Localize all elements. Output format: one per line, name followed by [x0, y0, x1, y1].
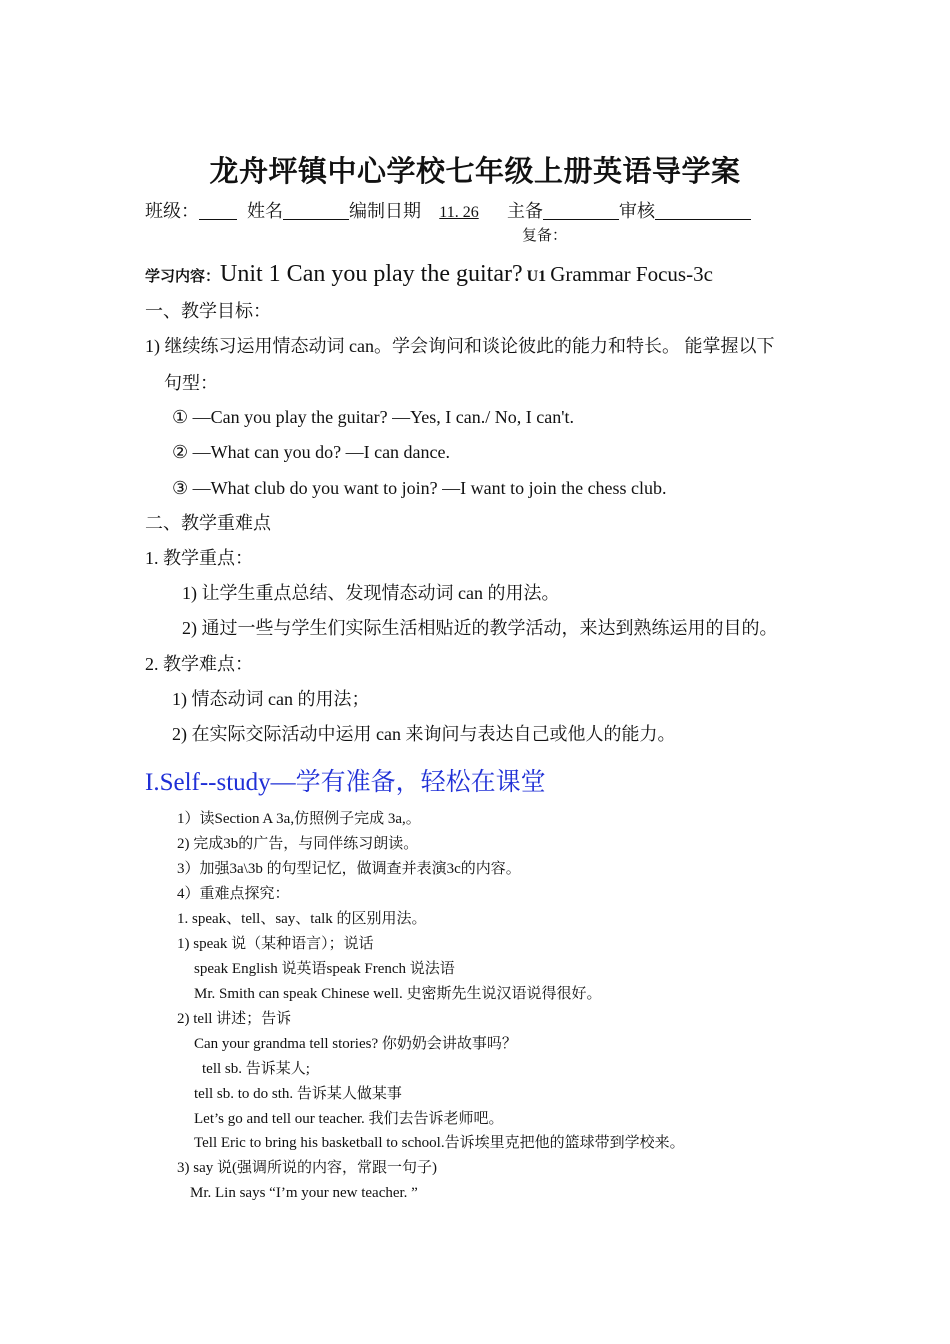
- name-label: 姓名: [247, 201, 283, 221]
- study-line: Can your grandma tell stories? 你奶奶会讲故事吗？: [194, 1036, 517, 1052]
- study-line: Mr. Smith can speak Chinese well. 史密斯先生说汉语说得很好。: [194, 986, 602, 1002]
- name-blank: [283, 203, 349, 220]
- study-line: speak English 说英语speak French 说法语: [194, 961, 455, 977]
- study-line: Mr. Lin says “I’m your new teacher. ”: [190, 1185, 418, 1201]
- preparer-blank: [543, 203, 619, 220]
- class-blank: [199, 203, 237, 220]
- secondary-label: 复备：: [522, 228, 568, 244]
- pattern-1: ① —Can you play the guitar? —Yes, I can./ No, I can't.: [172, 407, 574, 427]
- difficulty-item-1: 1) 情态动词 can 的用法；: [172, 689, 370, 709]
- date-label: 编制日期: [349, 201, 421, 221]
- study-line: tell sb. 告诉某人;: [202, 1061, 310, 1077]
- document-title: 龙舟坪镇中心学校七年级上册英语导学案: [209, 156, 741, 188]
- reviewer-label: 审核: [619, 201, 655, 221]
- goals-heading: 一、教学目标：: [145, 301, 271, 321]
- goal-item-1-line2: 句型：: [164, 373, 218, 393]
- study-line: 2) tell 讲述；告诉: [177, 1011, 292, 1027]
- unit-code: U1: [526, 268, 547, 285]
- focus-title: Grammar Focus-3c: [550, 262, 713, 286]
- study-line: 1）读Section A 3a,仿照例子完成 3a,。: [177, 811, 421, 827]
- unit-title: Unit 1 Can you play the guitar?: [220, 261, 523, 287]
- date-value: 11. 26: [439, 204, 479, 221]
- focus-item-2: 2) 通过一些与学生们实际生活相贴近的教学活动，来达到熟练运用的目的。: [182, 618, 778, 638]
- goal-item-1-line1: 1) 继续练习运用情态动词 can。学会询问和谈论彼此的能力和特长。 能掌握以下: [145, 336, 775, 356]
- meta-line: [145, 202, 751, 221]
- self-study-heading: I.Self--study—学有准备，轻松在课堂: [145, 769, 546, 796]
- study-line: 3）加强3a\3b 的句型记忆，做调查并表演3c的内容。: [177, 861, 521, 877]
- keypoints-heading: 二、教学重难点: [145, 513, 271, 533]
- study-line: 1. speak、tell、say、talk 的区别用法。: [177, 911, 427, 927]
- reviewer-blank: [655, 203, 751, 220]
- preparer-label: 主备: [507, 201, 543, 221]
- focus-heading: 1. 教学重点：: [145, 548, 253, 568]
- study-line: tell sb. to do sth. 告诉某人做某事: [194, 1086, 402, 1102]
- study-line: 3) say 说(强调所说的内容，常跟一句子): [177, 1160, 437, 1176]
- pattern-3: ③ —What club do you want to join? —I want to join the chess club.: [172, 478, 667, 498]
- content-label: 学习内容：: [145, 269, 221, 285]
- difficulty-heading: 2. 教学难点：: [145, 654, 253, 674]
- study-line: Let’s go and tell our teacher. 我们去告诉老师吧。: [194, 1111, 504, 1127]
- content-line: [145, 262, 713, 286]
- study-line: 4）重难点探究：: [177, 886, 290, 902]
- study-line: 2) 完成3b的广告，与同伴练习朗读。: [177, 836, 419, 852]
- difficulty-item-2: 2) 在实际交际活动中运用 can 来询问与表达自己或他人的能力。: [172, 724, 676, 744]
- study-line: Tell Eric to bring his basketball to school.告诉埃里克把他的篮球带到学校来。: [194, 1135, 685, 1151]
- pattern-2: ② —What can you do? —I can dance.: [172, 442, 451, 462]
- focus-item-1: 1) 让学生重点总结、发现情态动词 can 的用法。: [182, 583, 560, 603]
- class-label: 班级：: [145, 201, 199, 221]
- study-line: 1) speak 说（某种语言）；说话: [177, 936, 374, 952]
